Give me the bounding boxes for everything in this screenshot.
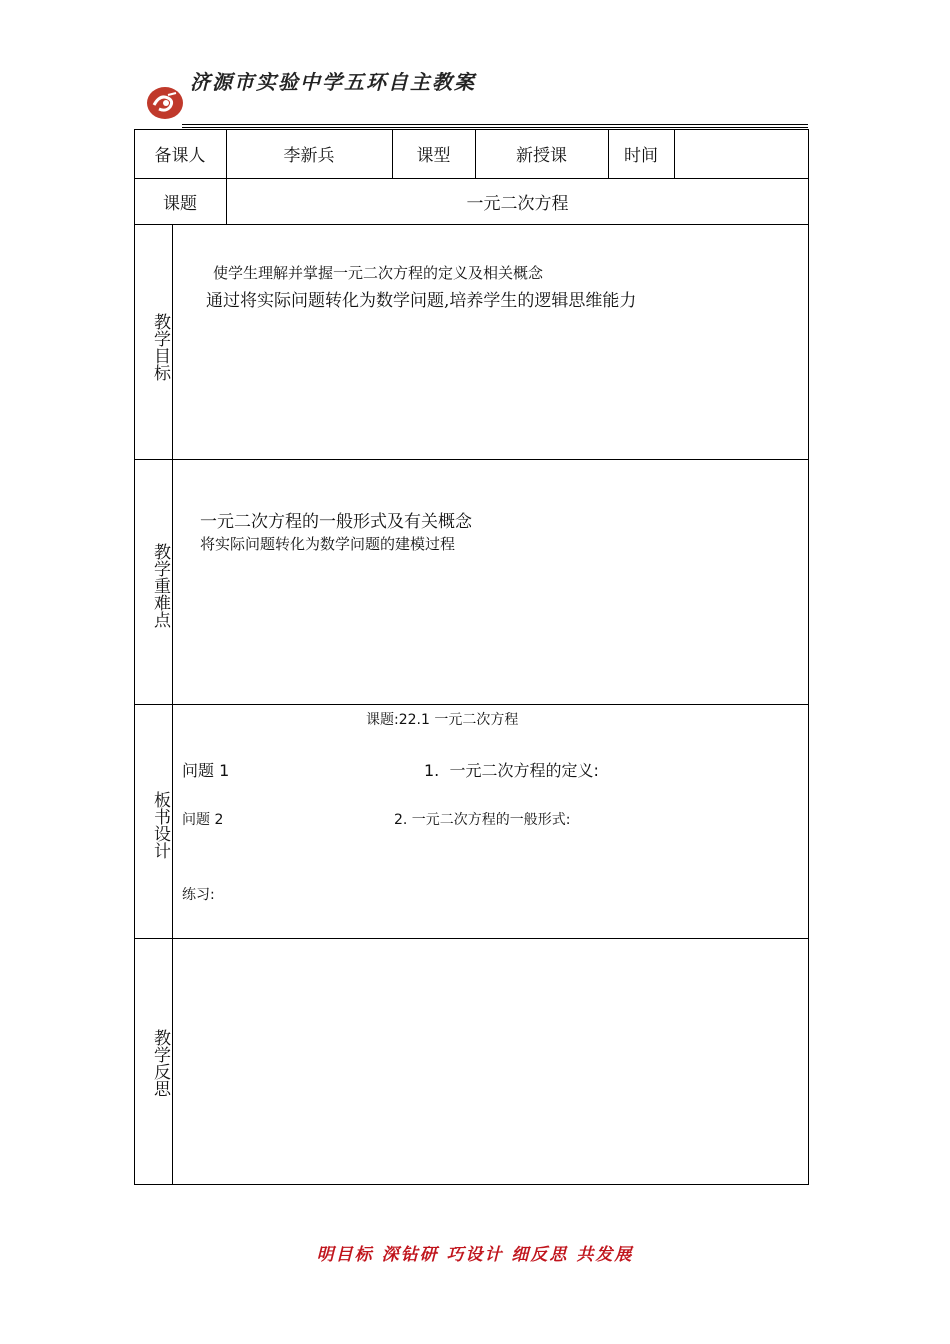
reflection-content[interactable]	[174, 940, 808, 1184]
lesson-type-label: 课型	[416, 146, 451, 166]
general-form-heading: 2. 一元二次方程的一般形式:	[394, 812, 571, 828]
objective-line-2: 通过将实际问题转化为数学问题,培养学生的逻辑思维能力	[206, 291, 637, 311]
question-1-label: 问题 1	[182, 761, 230, 780]
topic-value: 一元二次方程	[466, 193, 569, 214]
question-2-label: 问题 2	[182, 812, 224, 828]
reflection-label: 教学反思	[150, 1029, 170, 1097]
time-label: 时间	[624, 146, 658, 166]
school-title: 济源市实验中学五环自主教案	[190, 70, 476, 94]
preparer-label: 备课人	[154, 146, 206, 166]
key-point-line-1: 一元二次方程的一般形式及有关概念	[200, 512, 472, 532]
topic-label: 课题	[163, 193, 197, 214]
practice-label: 练习:	[182, 887, 215, 903]
header-divider-double	[182, 127, 808, 128]
footer-slogan: 明目标 深钻研 巧设计 细反思 共发展	[316, 1245, 634, 1265]
objective-line-1: 使学生理解并掌握一元二次方程的定义及相关概念	[213, 264, 544, 282]
board-design-label: 板书设计	[150, 791, 170, 859]
board-title: 课题:22.1 一元二次方程	[366, 712, 519, 728]
definition-heading: 1. 一元二次方程的定义:	[424, 761, 599, 780]
lesson-type-value: 新授课	[516, 146, 567, 166]
header-divider	[182, 124, 808, 125]
school-emblem-icon	[146, 86, 184, 120]
objectives-label: 教学目标	[150, 313, 170, 381]
preparer-value: 李新兵	[283, 146, 335, 166]
key-point-line-2: 将实际问题转化为数学问题的建模过程	[200, 535, 456, 553]
time-value[interactable]	[674, 129, 809, 178]
key-points-label: 教学重难点	[150, 542, 170, 628]
